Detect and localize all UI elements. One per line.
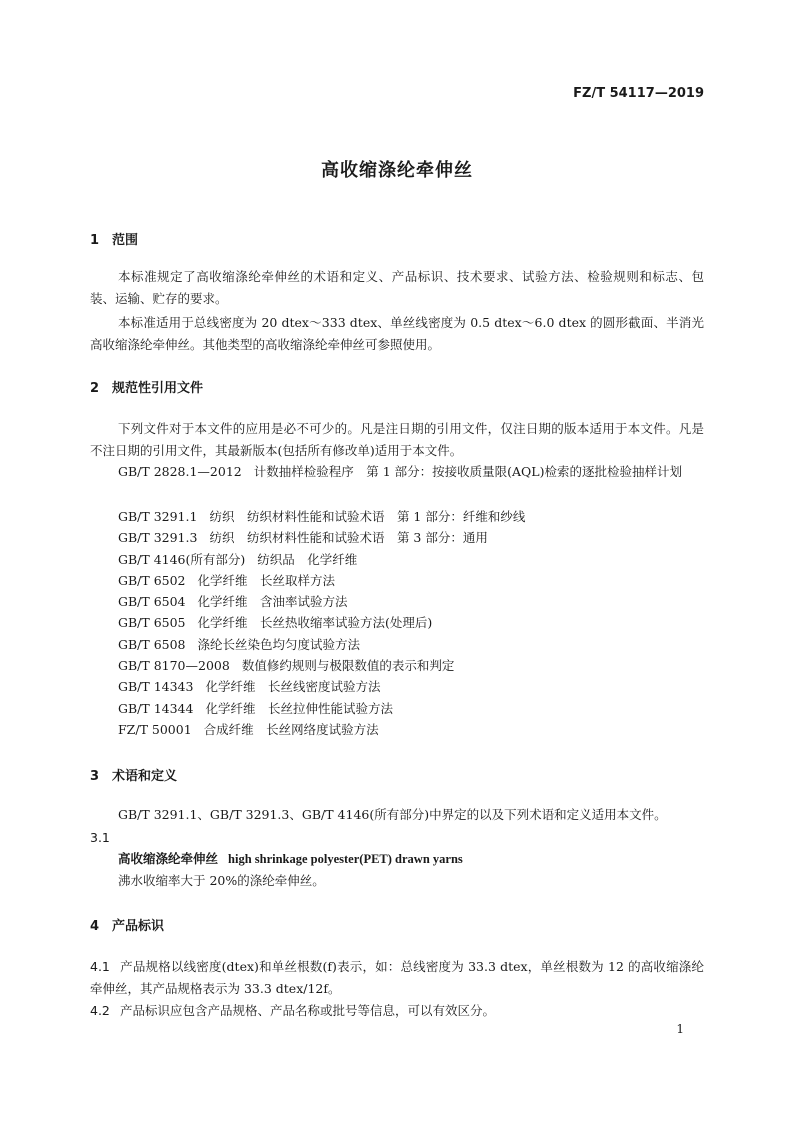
section-number: 3 [90,769,100,784]
subclause-number: 3.1 [90,830,110,845]
section-1-heading [90,229,704,248]
reference-code: GB/T 3291.3 [118,530,198,546]
section-1-paragraph-1: 本标准规定了高收缩涤纶牵伸丝的术语和定义、产品标识、技术要求、试验方法、检验规则和标志、包装、运输、贮存的要求。 [90,269,704,306]
reference-title: 化学纤维 长丝热收缩率试验方法(处理后) [197,615,433,631]
term-definition: 沸水收缩率大于 20%的涤纶牵伸丝。 [118,873,325,888]
reference-item [90,612,704,633]
reference-title: 合成纤维 长丝网络度试验方法 [203,721,379,737]
reference-title: 化学纤维 长丝拉伸性能试验方法 [205,700,393,716]
reference-code: GB/T 3291.1 [118,509,198,524]
reference-code: GB/T 6504 [118,594,186,610]
reference-code: GB/T 4146(所有部分) [118,551,246,567]
reference-item [90,634,704,655]
section-number: 4 [90,919,100,934]
reference-code: GB/T 14343 [118,679,194,695]
reference-title: 数值修约规则与极限数值的表示和判定 [241,658,455,674]
reference-title: 纺织 纺织材料性能和试验术语 第 1 部分：纤维和纱线 [209,509,526,524]
section-title: 产品标识 [112,919,165,934]
reference-title: 化学纤维 长丝线密度试验方法 [205,679,381,695]
reference-item [90,461,704,483]
clause-text: 产品标识应包含产品规格、产品名称或批号等信息，可以有效区分。 [120,1003,496,1018]
reference-list [90,506,704,740]
reference-item [90,527,704,548]
reference-item [90,549,704,570]
reference-code: FZ/T 50001 [118,721,192,737]
reference-item [90,655,704,676]
section-3-intro: GB/T 3291.1、GB/T 3291.3、GB/T 4146(所有部分)中界定的以及下列术语和定义适用本文件。 [118,807,667,822]
document-code: FZ/T 54117—2019 [573,86,704,101]
section-2-heading [90,377,704,396]
term-entry [90,848,732,870]
term-english: high shrinkage polyester(PET) drawn yarns [228,852,463,866]
clause-text: 产品规格以线密度(dtex)和单丝根数(f)表示，如：总线密度为 33.3 dtex，单丝根数为 12 的高收缩涤纶牵伸丝，其产品规格表示为 33.3 dtex/12f。 [90,959,704,996]
section-title: 术语和定义 [112,769,178,784]
reference-item [90,676,704,697]
section-number: 1 [90,233,100,248]
clause-number: 4.1 [90,959,110,974]
reference-code: GB/T 8170—2008 [118,658,230,674]
document-title: 高收缩涤纶牵伸丝 [321,160,473,181]
reference-item [90,591,704,612]
section-title: 规范性引用文件 [112,381,204,396]
section-title: 范围 [112,233,139,248]
reference-item [90,506,704,527]
reference-title: 纺织 纺织材料性能和试验术语 第 3 部分：通用 [209,530,488,546]
reference-code: GB/T 2828.1—2012 [118,464,242,479]
section-number: 2 [90,381,100,396]
reference-code: GB/T 14344 [118,700,194,716]
section-2-intro: 下列文件对于本文件的应用是必不可少的。凡是注日期的引用文件，仅注日期的版本适用于本文件。凡是不注日期的引用文件，其最新版本(包括所有修改单)适用于本文件。 [90,421,704,458]
reference-title: 化学纤维 含油率试验方法 [197,594,348,610]
clause-4-1 [90,956,704,1000]
term-chinese: 高收缩涤纶牵伸丝 [118,851,219,866]
section-3-heading [90,765,704,784]
clause-4-2 [90,1000,704,1022]
reference-title: 化学纤维 长丝取样方法 [197,572,336,588]
reference-item [90,570,704,591]
reference-code: GB/T 6508 [118,636,186,652]
section-1-paragraph-2: 本标准适用于总线密度为 20 dtex～333 dtex、单丝线密度为 0.5 dtex～6.0 dtex 的圆形截面、半消光高收缩涤纶牵伸丝。其他类型的高收缩涤纶牵伸丝可参照使用。 [90,315,704,352]
reference-code: GB/T 6502 [118,572,186,588]
reference-title: 计数抽样检验程序 第 1 部分：按接收质量限(AQL)检索的逐批检验抽样计划 [253,464,682,479]
reference-code: GB/T 6505 [118,615,186,631]
reference-item [90,719,704,740]
page-number: 1 [676,1022,684,1036]
clause-number: 4.2 [90,1003,110,1018]
reference-title: 纺织品 化学纤维 [257,551,358,567]
section-4-heading [90,915,704,934]
reference-item [90,698,704,719]
reference-title: 涤纶长丝染色均匀度试验方法 [197,636,361,652]
